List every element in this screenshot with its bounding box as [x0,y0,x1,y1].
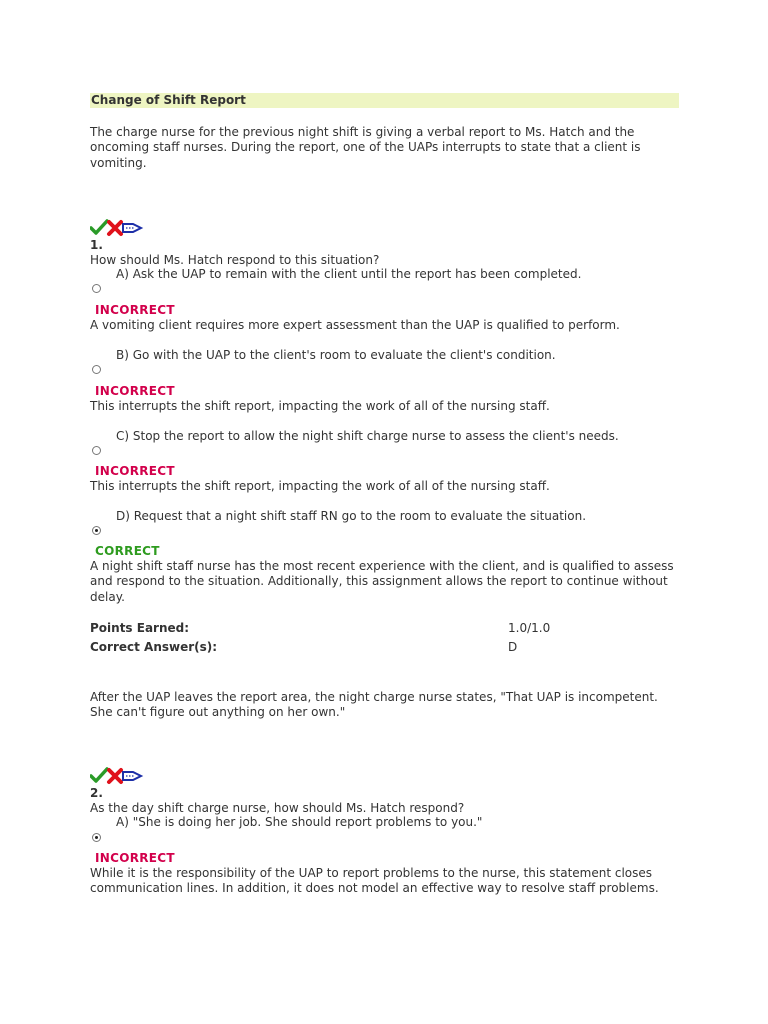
q1-option-c-status: INCORRECT [95,464,175,478]
q1-option-d-radio[interactable] [92,526,101,535]
points-earned-value: 1.0/1.0 [508,621,551,635]
q1-option-b-feedback: This interrupts the shift report, impacting the work of all of the nursing staff. [90,399,550,413]
intro-line-3: vomiting. [90,156,147,170]
question-2-number: 2. [90,786,103,800]
question-2-feedback-icons [90,767,144,785]
scenario-2-line-2: She can't figure out anything on her own." [90,705,346,719]
question-1-number: 1. [90,238,103,252]
arrow-pointer-icon [123,224,141,232]
checkmark-icon [91,769,107,781]
correct-answer-value: D [508,640,518,654]
intro-line-1: The charge nurse for the previous night shift is giving a verbal report to Ms. Hatch and the [90,125,635,139]
q1-option-b-text: B) Go with the UAP to the client's room to evaluate the client's condition. [116,348,556,362]
correct-answer-label: Correct Answer(s): [90,640,218,654]
q1-option-a-status: INCORRECT [95,303,175,317]
intro-line-2: oncoming staff nurses. During the report, one of the UAPs interrupts to state that a client is [90,140,641,154]
q1-option-c-feedback: This interrupts the shift report, impacting the work of all of the nursing staff. [90,479,550,493]
question-1-feedback-icons [90,219,144,237]
q1-option-b-radio[interactable] [92,365,101,374]
q2-option-a-text: A) "She is doing her job. She should report problems to you." [116,815,483,829]
q1-option-c-radio[interactable] [92,446,101,455]
checkmark-icon [91,221,107,233]
q1-option-d-feedback-2: and respond to the situation. Additionally, this assignment allows the report to continue without [90,574,668,588]
q1-option-a-radio[interactable] [92,284,101,293]
scenario-2-line-1: After the UAP leaves the report area, the night charge nurse states, "That UAP is incompetent. [90,690,658,704]
points-earned-label: Points Earned: [90,621,190,635]
q1-option-c-text: C) Stop the report to allow the night shift charge nurse to assess the client's needs. [116,429,619,443]
q2-option-a-feedback-1: While it is the responsibility of the UAP to report problems to the nurse, this statement closes [90,866,653,880]
q1-option-d-text: D) Request that a night shift staff RN go to the room to evaluate the situation. [116,509,587,523]
x-mark-icon [109,770,121,782]
q1-option-a-text: A) Ask the UAP to remain with the client until the report has been completed. [116,267,582,281]
question-1-prompt: How should Ms. Hatch respond to this situation? [90,253,380,267]
q1-option-d-status: CORRECT [95,544,160,558]
x-mark-icon [109,222,121,234]
q1-option-d-feedback-3: delay. [90,590,125,604]
question-2-prompt: As the day shift charge nurse, how should Ms. Hatch respond? [90,801,465,815]
q1-option-a-feedback: A vomiting client requires more expert assessment than the UAP is qualified to perform. [90,318,620,332]
section-title: Change of Shift Report [90,93,679,108]
q1-option-d-feedback-1: A night shift staff nurse has the most recent experience with the client, and is qualified to assess [90,559,674,573]
q2-option-a-radio[interactable] [92,833,101,842]
q1-option-b-status: INCORRECT [95,384,175,398]
q2-option-a-feedback-2: communication lines. In addition, it does not model an effective way to resolve staff problems. [90,881,659,895]
q2-option-a-status: INCORRECT [95,851,175,865]
arrow-pointer-icon [123,772,141,780]
